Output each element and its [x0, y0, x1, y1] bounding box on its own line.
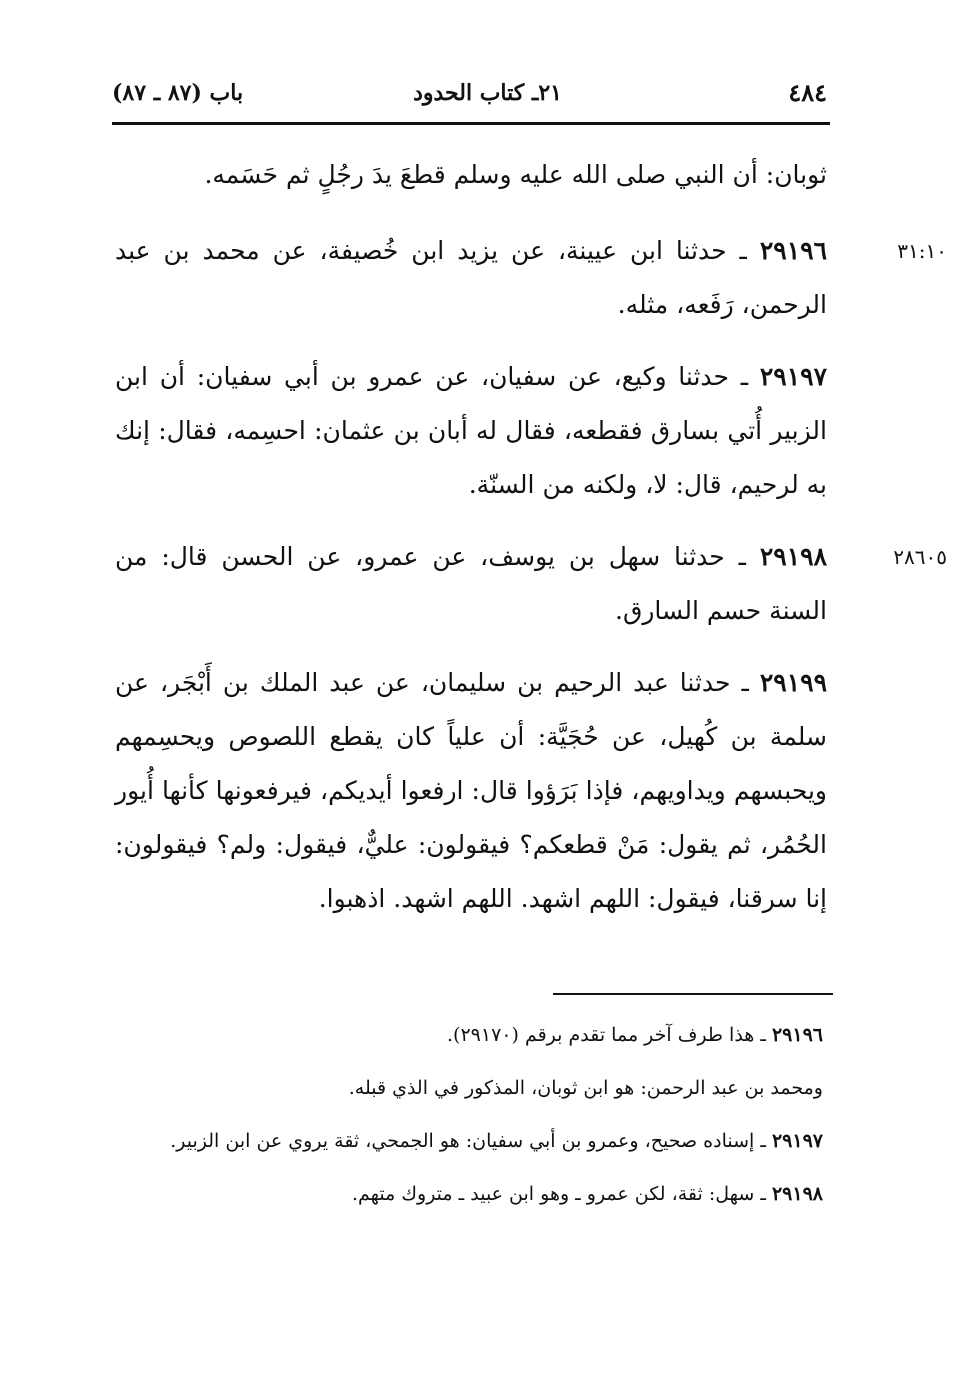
hadith-text: ـ حدثنا ابن عيينة، عن يزيد ابن خُصيفة، عن محمد بن عبد الرحمن، رَفَعه، مثله. [115, 236, 827, 319]
page-number: ٤٨٤ [788, 78, 827, 107]
footnote [120, 1124, 823, 1159]
footnote-text: ـ هذا طرف آخر مما تقدم برقم (٢٩١٧٠). [447, 1024, 772, 1046]
hadith-number: ٢٩١٩٦ [759, 236, 827, 265]
intro-paragraph: ثوبان: أن النبي صلى الله عليه وسلم قطعَ يدَ رجُلٍ ثم حَسَمه. [204, 160, 827, 189]
footnote [120, 1177, 823, 1212]
hadith-text: ـ حدثنا وكيع، عن سفيان، عن عمرو بن أبي سفيان: أن ابن الزبير أُتي بسارق فقطعه، فقال له أبان بن عثمان: احسِمه، فقال: إنك به لرحيم، قال: لا، ولكنه من السنّة. [115, 362, 827, 499]
hadith-number: ٢٩١٩٩ [759, 668, 827, 697]
header-divider [112, 122, 830, 125]
hadith-paragraph [115, 530, 947, 638]
margin-reference: ٣١:١٠ [897, 239, 947, 263]
chapter-range: باب (٨٧ ـ ٨٧) [112, 80, 244, 106]
hadith-text: ـ حدثنا سهل بن يوسف، عن عمرو، عن الحسن قال: من السنة حسم السارق. [115, 542, 827, 625]
footnote-number: ٢٩١٩٨ [771, 1183, 823, 1205]
margin-reference: ٢٨٦٠٥ [893, 545, 947, 569]
hadith-paragraph [115, 224, 947, 332]
hadith-paragraph [115, 350, 827, 512]
footnote [120, 1018, 823, 1053]
footnote-text: ومحمد بن عبد الرحمن: هو ابن ثوبان، المذكور في الذي قبله. [348, 1077, 823, 1099]
footnote-number: ٢٩١٩٧ [771, 1130, 823, 1152]
hadith-text: ـ حدثنا عبد الرحيم بن سليمان، عن عبد الملك بن أَبْجَر، عن سلمة بن كُهيل، عن حُجَيَّة: أن علياً كان يقطع اللصوص ويحسِمهم ويحبسهم ويداويهم، فإذا بَرَؤوا قال: ارفعوا أيديكم، فيرفعونها كأنها أُيور الحُمُر، ثم يقول: مَنْ قطعكم؟ فيقولون: عليٌّ، فيقول: ولم؟ فيقولون: إنا سرقنا، فيقول: اللهم اشهد. اللهم اشهد. اذهبوا. [115, 668, 827, 913]
hadith-number: ٢٩١٩٧ [759, 362, 827, 391]
hadith-number: ٢٩١٩٨ [759, 542, 827, 571]
footnote-number: ٢٩١٩٦ [771, 1024, 823, 1046]
footnote [120, 1071, 823, 1106]
footnote-text: ـ إسناده صحيح، وعمرو بن أبي سفيان: هو الجمحي، ثقة يروي عن ابن الزبير. [170, 1130, 772, 1152]
page-header [112, 78, 827, 118]
footnote-text: ـ سهل: ثقة، لكن عمرو ـ وهو ابن عبيد ـ متروك متهم. [351, 1183, 772, 1205]
main-text [115, 148, 947, 944]
book-title: ٢١ـ كتاب الحدود [413, 80, 562, 106]
footnote-divider [553, 993, 833, 995]
hadith-paragraph [115, 656, 827, 926]
footnotes [120, 1018, 823, 1230]
